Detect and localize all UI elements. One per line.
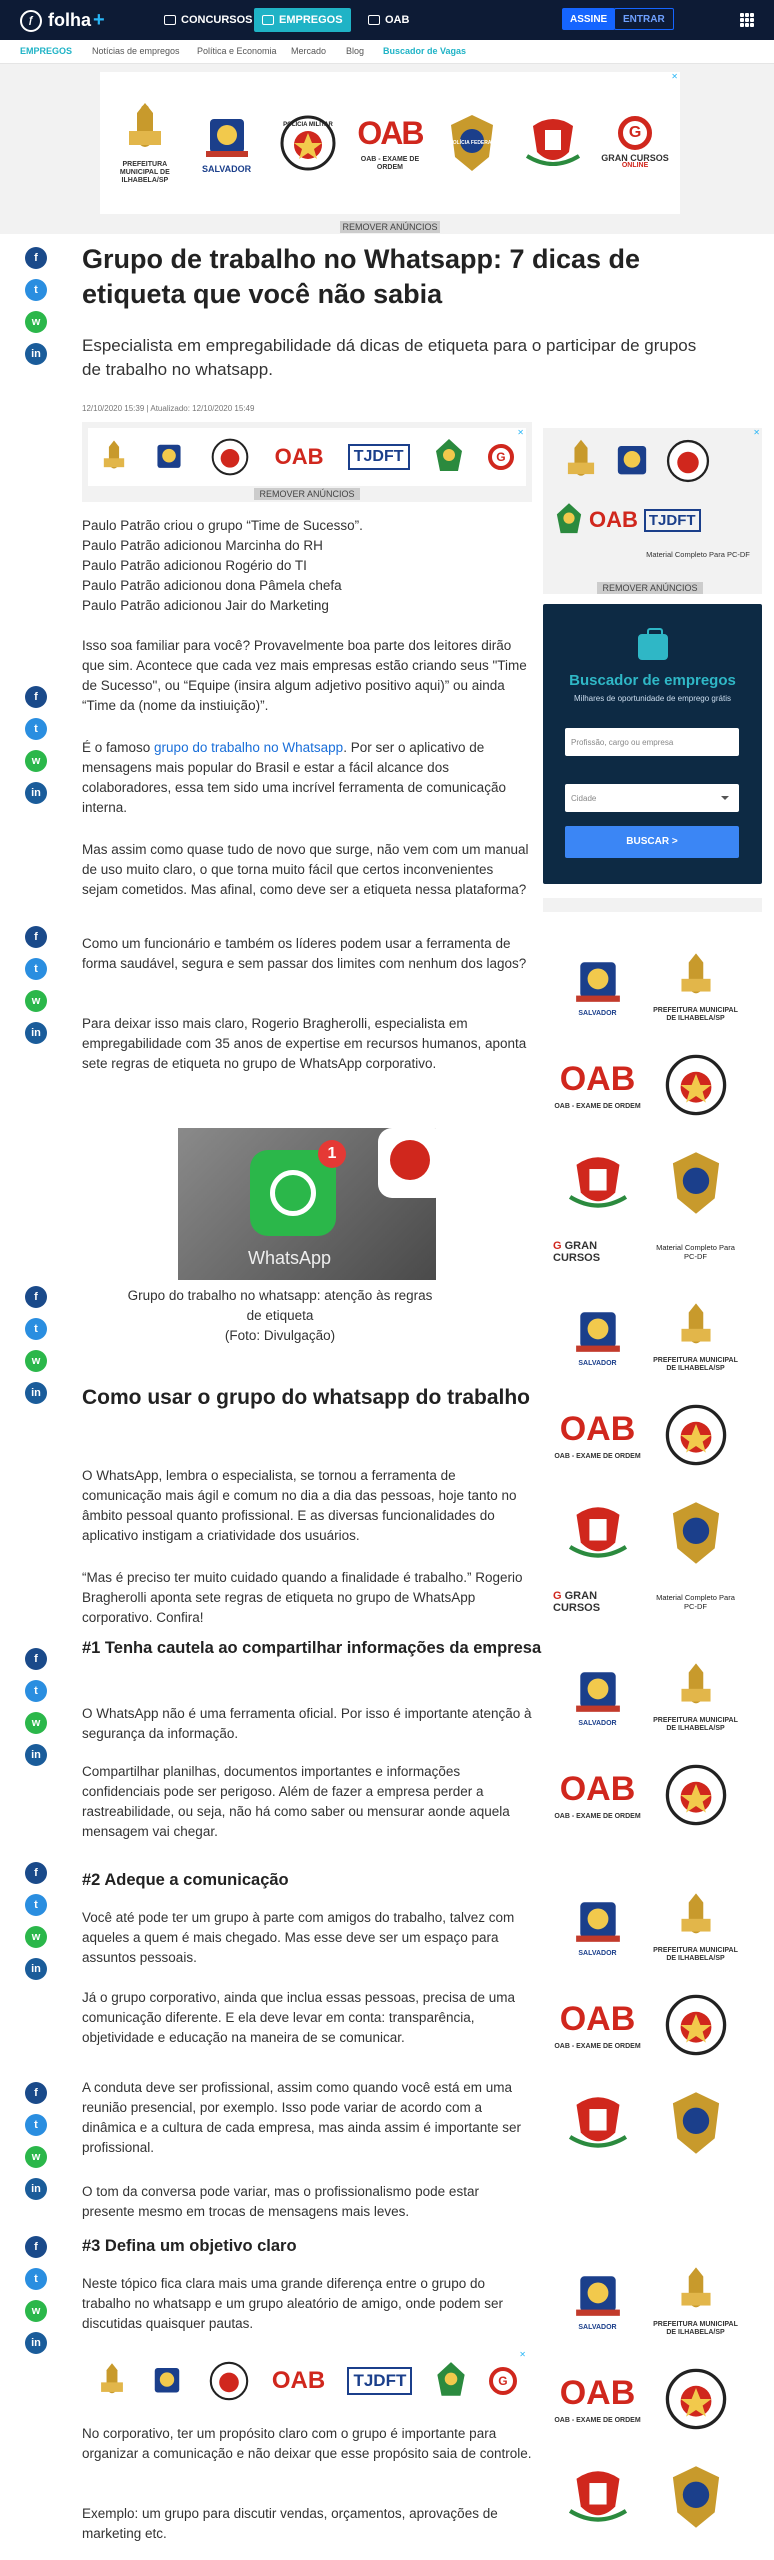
ilhabela-crest-icon xyxy=(100,437,128,477)
ad-caption: PREFEITURA MUNICIPAL DE ILHABELA/SP xyxy=(119,161,170,184)
svg-text:POLÍCIA FEDERAL: POLÍCIA FEDERAL xyxy=(449,140,495,146)
sidebar-ad-grid xyxy=(553,2252,740,2546)
salvador-crest-icon xyxy=(152,440,186,474)
ad-logo-ilhabela xyxy=(651,1648,740,1746)
job-search-widget xyxy=(543,604,762,884)
paragraph: No corporativo, ter um propósito claro com o grupo é importante para organizar a comunicação e não deixar que esse propósito saia de controle. xyxy=(82,2426,532,2461)
ilhabela-crest-icon xyxy=(676,1891,716,1943)
sidebar-ad-grid xyxy=(553,1648,740,1844)
whatsapp-icon[interactable]: w xyxy=(25,2300,47,2322)
sidebar-ad-1[interactable] xyxy=(543,428,762,594)
ad-logo-ilhabela xyxy=(111,88,179,198)
facebook-icon[interactable]: f xyxy=(25,2082,47,2104)
tab-empregos[interactable] xyxy=(254,8,351,32)
briefcase-icon xyxy=(638,634,668,660)
twitter-icon[interactable]: t xyxy=(25,718,47,740)
tab-label: OAB xyxy=(385,14,410,26)
material-cell xyxy=(651,1232,740,1272)
group-message-list xyxy=(82,516,532,616)
paragraph: Você até pode ter um grupo à parte com amigos do trabalho, talvez com aqueles a quem é mais chegado. Mas esse deve ser um espaço para assuntos pessoais. xyxy=(82,1910,515,1965)
salvador-crest-icon xyxy=(571,2270,625,2320)
salvador-crest-icon xyxy=(202,113,252,161)
paragraph: “Mas é preciso ter muito cuidado quando a finalidade é trabalho.” Rogerio Bragherolli aponta sete regras de etiqueta no grupo de WhatsApp corporativo. Confira! xyxy=(82,1570,523,1625)
share-bar xyxy=(25,926,49,1054)
paragraph-text: É o famoso xyxy=(82,740,155,755)
folha-logo[interactable] xyxy=(20,9,105,32)
salvador-crest-icon xyxy=(571,1666,625,1716)
sp-coat-icon xyxy=(565,1154,631,1212)
list-item: Paulo Patrão adicionou Marcinha do RH xyxy=(82,538,323,553)
tab-label: CONCURSOS xyxy=(181,14,253,26)
subsection-heading: #2 Adeque a comunicação xyxy=(82,1871,289,1889)
federal-police-badge-icon xyxy=(668,1150,724,1216)
inline-ad-logos[interactable] xyxy=(88,428,526,486)
assine-button[interactable]: ASSINE xyxy=(562,8,615,30)
ad-caption: SALVADOR xyxy=(578,1010,617,1017)
ad-logo-salvador xyxy=(553,2252,642,2350)
ad-choices-icon[interactable]: ✕ xyxy=(517,428,524,437)
linkedin-icon[interactable]: in xyxy=(25,343,47,365)
share-bar xyxy=(25,2236,49,2364)
sub-navigation xyxy=(0,40,774,64)
paragraph: Para deixar isso mais claro, Rogerio Bragherolli, especialista em empregabilidade com 35 anos de expertise em recursos humanos, aponta sete regras de etiqueta no grupo de WhatsApp corporativo. xyxy=(82,1016,527,1071)
top-ad-banner xyxy=(0,64,774,234)
city-select[interactable]: Cidade xyxy=(565,784,739,812)
sp-coat-icon xyxy=(565,2094,631,2152)
remove-ads-button[interactable]: REMOVER ANÚNCIOS xyxy=(254,488,360,500)
article-lead: Especialista em empregabilidade dá dicas de etiqueta para o participar de grupos de trabalho no whatsapp. xyxy=(82,336,697,379)
sp-coat-icon xyxy=(523,116,583,170)
article-photo xyxy=(178,1128,436,1280)
inline-ad-1 xyxy=(82,422,532,502)
share-bar xyxy=(25,1862,49,1990)
paragraph: Compartilhar planilhas, documentos importantes e informações confidenciais pode ser perigoso. Além de fazer a empresa perder a rastreabilidade, ou seja, não há como saber ou mensurar aonde aquela mensagem vai chegar. xyxy=(82,1764,510,1839)
federal-police-badge-icon xyxy=(668,1500,724,1566)
buscar-button[interactable]: BUSCAR > xyxy=(565,826,739,858)
ad-logo-pf xyxy=(651,2074,740,2172)
oab-wordmark: OAB xyxy=(589,507,638,532)
tab-label: EMPREGOS xyxy=(279,14,343,26)
gran-g-icon: G xyxy=(618,116,652,150)
oab-wordmark: OAB xyxy=(274,444,324,469)
remove-ads-button[interactable]: REMOVER ANÚNCIOS xyxy=(597,582,703,594)
federal-police-badge-icon xyxy=(668,2090,724,2156)
whatsapp-icon[interactable]: w xyxy=(25,1350,47,1372)
salvador-crest-icon xyxy=(571,956,625,1006)
tjdft-logo: TJDFT xyxy=(347,2367,412,2395)
ad-logo-pm xyxy=(651,1976,740,2074)
ad-logo-oab xyxy=(356,88,424,198)
subnav-empregos[interactable]: EMPREGOS xyxy=(20,46,73,56)
ad-caption: SALVADOR xyxy=(201,164,252,174)
job-search-subtitle: Milhares de oportunidade de emprego grátis xyxy=(574,694,731,703)
facebook-icon[interactable]: f xyxy=(25,2236,47,2258)
ad-logo-salvador xyxy=(553,938,642,1036)
twitter-icon[interactable]: t xyxy=(25,2114,47,2136)
tab-oab[interactable] xyxy=(360,8,417,32)
sidebar-ad-tall[interactable] xyxy=(543,928,762,2248)
ad-logo-salvador xyxy=(553,1288,642,1386)
ad-caption: SALVADOR xyxy=(578,2324,617,2331)
salvador-crest-icon xyxy=(571,1306,625,1356)
paragraph: Mas assim como quase tudo de novo que surge, não vem com um manual de uso muito claro, o que torna muito fácil que certos inconvenientes sejam cometidos. Mas afinal, como deve ser a etiqueta nessa plataforma? xyxy=(82,842,529,897)
ad-choices-icon[interactable]: ✕ xyxy=(671,72,678,81)
facebook-icon[interactable]: f xyxy=(25,1648,47,1670)
job-search-title: Buscador de empregos xyxy=(569,672,736,689)
ad-logo-pm xyxy=(651,1386,740,1484)
salvador-crest-icon xyxy=(149,2363,185,2399)
pinterest-circle xyxy=(390,1140,430,1180)
sp-coat-icon xyxy=(565,2468,631,2526)
book-icon xyxy=(164,15,176,25)
list-item: Paulo Patrão adicionou Jair do Marketing xyxy=(82,598,329,613)
ad-logo-pm xyxy=(651,1036,740,1134)
material-caption: Material Completo Para PC-DF xyxy=(646,550,750,559)
state-coat-icon xyxy=(435,2360,467,2402)
facebook-icon[interactable]: f xyxy=(25,926,47,948)
federal-police-badge-icon xyxy=(447,113,497,173)
ad-logo-sp xyxy=(553,1134,642,1232)
police-badge-icon xyxy=(278,113,338,173)
ilhabela-crest-icon xyxy=(676,2265,716,2317)
ad-logo-oab xyxy=(553,1746,642,1844)
whatsapp-icon[interactable]: w xyxy=(25,2146,47,2168)
ad-logo-sp xyxy=(553,2448,642,2546)
ilhabela-crest-icon xyxy=(676,1661,716,1713)
ad-caption: SALVADOR xyxy=(578,1360,617,1367)
paragraph: O WhatsApp não é uma ferramenta oficial. Por isso é importante atenção à segurança da informação. xyxy=(82,1706,532,1741)
gran-g-icon: G xyxy=(489,2367,517,2395)
ad-caption: SALVADOR xyxy=(578,1950,617,1957)
ad-logo-strip[interactable] xyxy=(100,72,680,214)
paragraph xyxy=(82,738,532,818)
article-title: Grupo de trabalho no Whatsapp: 7 dicas de etiqueta que você não sabia xyxy=(82,244,641,309)
ad-logo-pf xyxy=(651,1134,740,1232)
ad-logo-ilhabela xyxy=(651,1878,740,1976)
share-bar xyxy=(25,247,49,375)
linkedin-icon[interactable]: in xyxy=(25,2178,47,2200)
state-coat-icon xyxy=(434,437,464,477)
ad-caption: OAB - EXAME DE ORDEM xyxy=(554,2416,641,2424)
linkedin-icon[interactable]: in xyxy=(25,1022,47,1044)
paragraph: Exemplo: um grupo para discutir vendas, orçamentos, aprovações de marketing etc. xyxy=(82,2506,498,2541)
federal-police-badge-icon xyxy=(668,2464,724,2530)
linkedin-icon[interactable]: in xyxy=(25,1958,47,1980)
gran-wordmark xyxy=(553,1590,642,1614)
state-coat-icon xyxy=(555,500,583,540)
paragraph: Já o grupo corporativo, ainda que inclua essas pessoas, precisa de uma comunicação diferente. E ela deve levar em conta: transparência, objetividade e educação na maneira de se comunicar. xyxy=(82,1990,516,2045)
police-badge-icon xyxy=(208,2360,250,2402)
ad-logo-salvador xyxy=(193,88,261,198)
twitter-icon[interactable]: t xyxy=(25,1318,47,1340)
gran-g-icon: G xyxy=(488,444,514,470)
police-badge-icon xyxy=(210,437,250,477)
paragraph: O tom da conversa pode variar, mas o profissionalismo pode estar presente mesmo em trocas de mensagens mais leves. xyxy=(82,2184,479,2219)
ad-caption: GRAN CURSOS xyxy=(601,153,669,163)
subsection-heading: #3 Defina um objetivo claro xyxy=(82,2237,297,2255)
ilhabela-crest-icon xyxy=(123,101,167,157)
ad-logo-pf xyxy=(651,2448,740,2546)
share-bar xyxy=(25,1286,49,1414)
ad-caption: ONLINE xyxy=(621,162,649,169)
ad-caption: PREFEITURA MUNICIPAL DE ILHABELA/SP xyxy=(653,1007,738,1022)
ad-logo-pm xyxy=(651,2350,740,2448)
salvador-crest-icon xyxy=(611,441,653,481)
ad-logo-gran xyxy=(553,1582,642,1622)
ad-logo-gran xyxy=(601,88,669,198)
tjdft-logo: TJDFT xyxy=(644,509,701,532)
paragraph: Neste tópico fica clara mais uma grande diferença entre o grupo do trabalho no whatsapp e um grupo aleatório de amigo, onde podem ser discutidas quaisquer pautas. xyxy=(82,2276,504,2331)
ad-caption: OAB - EXAME DE ORDEM xyxy=(554,2042,641,2050)
gran-g-icon: G xyxy=(553,1590,562,1602)
ad-logo-salvador xyxy=(553,1878,642,1976)
ad-caption: PREFEITURA MUNICIPAL DE ILHABELA/SP xyxy=(653,2321,738,2336)
ad-logo-oab xyxy=(553,1976,642,2074)
linkedin-icon[interactable]: in xyxy=(25,782,47,804)
twitter-icon[interactable]: t xyxy=(25,279,47,301)
svg-text:POLÍCIA MILITAR: POLÍCIA MILITAR xyxy=(283,122,334,128)
remove-ads-button[interactable]: REMOVER ANÚNCIOS xyxy=(340,221,440,233)
photo-caption: Grupo do trabalho no whatsapp: atenção às regras de etiqueta (Foto: Divulgação) xyxy=(127,1288,433,1343)
subnav-mercado[interactable]: Mercado xyxy=(291,46,327,56)
paragraph: A conduta deve ser profissional, assim como quando você está em uma reunião presencial, por exemplo. Isso pode variar de acordo com a dinâmica e a cultura de cada empresa, mas ainda assim é importante ser profissional. xyxy=(82,2080,521,2155)
list-item: Paulo Patrão adicionou dona Pâmela chefa xyxy=(82,578,342,593)
oab-wordmark: OAB xyxy=(559,1409,636,1448)
paragraph: O WhatsApp, lembra o especialista, se tornou a ferramenta de comunicação mais ágil e comum no dia a dia das pessoas, hoje tanto no âmbito pessoal quanto profissional. E as diversas funcionalidades do aplicativo instigam a criatividade dos usuários. xyxy=(82,1468,517,1543)
subsection-heading: #1 Tenha cautela ao compartilhar informações da empresa xyxy=(82,1639,542,1657)
ilhabela-crest-icon xyxy=(676,1301,716,1353)
whatsapp-icon[interactable]: w xyxy=(25,1712,47,1734)
gran-text: GRAN CURSOS xyxy=(553,1240,601,1264)
subnav-blog[interactable]: Blog xyxy=(346,46,365,56)
ad-logo-gran xyxy=(553,1232,642,1272)
facebook-icon[interactable]: f xyxy=(25,247,47,269)
linkedin-icon[interactable]: in xyxy=(25,1382,47,1404)
ad-caption: SALVADOR xyxy=(578,1720,617,1727)
folha-logo-icon: ƒ xyxy=(20,10,42,32)
twitter-icon[interactable]: t xyxy=(25,958,47,980)
logo-text: folha xyxy=(48,10,91,30)
inline-ad-2[interactable] xyxy=(86,2350,528,2412)
police-badge-icon xyxy=(663,1992,729,2058)
ad-logo-ilhabela xyxy=(651,938,740,1036)
twitter-icon[interactable]: t xyxy=(25,1894,47,1916)
share-bar xyxy=(25,2082,49,2210)
whatsapp-bubble-icon xyxy=(270,1170,316,1216)
whatsapp-icon[interactable]: w xyxy=(25,750,47,772)
material-caption: Material Completo Para PC-DF xyxy=(656,1243,735,1261)
gran-g-icon: G xyxy=(553,1240,562,1252)
plus-icon: + xyxy=(93,9,105,31)
ad-caption: OAB - EXAME DE ORDEM xyxy=(360,155,420,171)
apps-grid-icon[interactable] xyxy=(740,13,754,27)
ad-caption: PREFEITURA MUNICIPAL DE ILHABELA/SP xyxy=(653,1947,738,1962)
gran-wordmark xyxy=(553,1240,642,1264)
ilhabela-crest-icon xyxy=(676,951,716,1003)
twitter-icon[interactable]: t xyxy=(25,2268,47,2290)
ilhabela-crest-icon xyxy=(97,2360,127,2402)
police-badge-icon xyxy=(663,1402,729,1468)
ad-caption: OAB - EXAME DE ORDEM xyxy=(554,1102,641,1110)
ad-logo-ilhabela xyxy=(651,2252,740,2350)
material-cell xyxy=(651,1582,740,1622)
subnav-noticias[interactable]: Notícias de empregos xyxy=(92,46,180,56)
ad-logo-pf xyxy=(651,1484,740,1582)
ad-logo-sp xyxy=(553,1484,642,1582)
police-badge-icon xyxy=(663,2366,729,2432)
ad-caption: OAB - EXAME DE ORDEM xyxy=(554,1452,641,1460)
ad-logo-pf xyxy=(438,88,506,198)
sidebar-ad-grid xyxy=(553,1288,740,1622)
sidebar-ad-row xyxy=(563,438,711,484)
tab-concursos[interactable] xyxy=(156,8,261,32)
paragraph-text: . Por ser o aplicativo de mensagens mais popular do Brasil e estar a fácil alcance dos colaboradores, essa tem sido uma incrível ferramenta de comunicação interna. xyxy=(82,740,506,815)
sidebar-ad-bottom[interactable] xyxy=(543,2250,762,2560)
salvador-crest-icon xyxy=(571,1896,625,1946)
whatsapp-icon[interactable]: w xyxy=(25,1926,47,1948)
linkedin-icon[interactable]: in xyxy=(25,2332,47,2354)
ad-logo-ilhabela xyxy=(651,1288,740,1386)
ad-logo-oab xyxy=(553,2350,642,2448)
scale-icon xyxy=(368,15,380,25)
sidebar-ad-spacer xyxy=(543,898,762,912)
oab-wordmark: OAB xyxy=(559,1999,636,2038)
ad-choices-icon[interactable]: ✕ xyxy=(753,428,760,437)
article-meta: 12/10/2020 15:39 | Atualizado: 12/10/2020 15:49 xyxy=(82,404,255,413)
share-bar xyxy=(25,1648,49,1776)
ad-logo-oab xyxy=(553,1036,642,1134)
oab-wordmark: OAB xyxy=(559,1769,636,1808)
oab-wordmark: OAB xyxy=(271,2367,326,2394)
linkedin-icon[interactable]: in xyxy=(25,1744,47,1766)
facebook-icon[interactable]: f xyxy=(25,1286,47,1308)
sp-coat-icon xyxy=(565,1504,631,1562)
top-navbar xyxy=(0,0,774,40)
pinterest-app-icon xyxy=(378,1128,436,1198)
whatsapp-group-link[interactable]: grupo do trabalho no Whatsapp xyxy=(154,740,344,755)
sidebar-ad-grid xyxy=(553,938,740,1272)
list-item: Paulo Patrão criou o grupo “Time de Sucesso”. xyxy=(82,518,363,533)
entrar-button[interactable]: ENTRAR xyxy=(614,8,674,30)
oab-wordmark: OAB xyxy=(559,1059,636,1098)
paragraph: Isso soa familiar para você? Provavelmente boa parte dos leitores dirão que sim. Acontece que cada vez mais empresas estão criando seus "Time de Sucesso", ou “Equipe (insira algum adjetivo positivo aqui)” ou ainda “Time da (nome da instiuição)”. xyxy=(82,638,527,713)
ad-logo-sp xyxy=(553,2074,642,2172)
subnav-politica[interactable]: Política e Economia xyxy=(197,46,277,56)
whatsapp-icon[interactable]: w xyxy=(25,311,47,333)
ad-logo-sp xyxy=(519,88,587,198)
ad-choices-icon[interactable]: ✕ xyxy=(519,2350,526,2359)
facebook-icon[interactable]: f xyxy=(25,686,47,708)
whatsapp-icon[interactable]: w xyxy=(25,990,47,1012)
ad-caption: PREFEITURA MUNICIPAL DE ILHABELA/SP xyxy=(653,1717,738,1732)
police-badge-icon xyxy=(663,1052,729,1118)
ad-logo-pm xyxy=(274,88,342,198)
photo-label: WhatsApp xyxy=(248,1248,332,1268)
briefcase-icon xyxy=(262,15,274,25)
list-item: Paulo Patrão adicionou Rogério do TI xyxy=(82,558,307,573)
subnav-buscador[interactable]: Buscador de Vagas xyxy=(383,46,467,56)
ad-logo-salvador xyxy=(553,1648,642,1746)
ad-logo-oab xyxy=(553,1386,642,1484)
job-search-input[interactable]: Profissão, cargo ou empresa xyxy=(565,728,739,756)
oab-wordmark: OAB xyxy=(559,2373,636,2412)
police-badge-icon xyxy=(665,438,711,484)
gran-text: GRAN CURSOS xyxy=(553,1590,601,1614)
twitter-icon[interactable]: t xyxy=(25,1680,47,1702)
police-badge-icon xyxy=(663,1762,729,1828)
share-bar xyxy=(25,686,49,814)
ilhabela-crest-icon xyxy=(563,438,599,484)
sidebar-ad-grid xyxy=(553,1878,740,2172)
facebook-icon[interactable]: f xyxy=(25,1862,47,1884)
ad-logo-pm xyxy=(651,1746,740,1844)
section-heading: Como usar o grupo do whatsapp do trabalho xyxy=(82,1386,531,1409)
material-caption: Material Completo Para PC-DF xyxy=(656,1593,735,1611)
tjdft-logo: TJDFT xyxy=(348,444,410,470)
sidebar-ad-row xyxy=(555,500,701,540)
notification-badge: 1 xyxy=(318,1140,346,1168)
paragraph: Como um funcionário e também os líderes podem usar a ferramenta de forma saudável, segura e sem passar dos limites com nenhum dos lagos? xyxy=(82,936,527,971)
ad-caption: OAB - EXAME DE ORDEM xyxy=(554,1812,641,1820)
ad-caption: PREFEITURA MUNICIPAL DE ILHABELA/SP xyxy=(653,1357,738,1372)
oab-wordmark: OAB xyxy=(357,114,423,151)
